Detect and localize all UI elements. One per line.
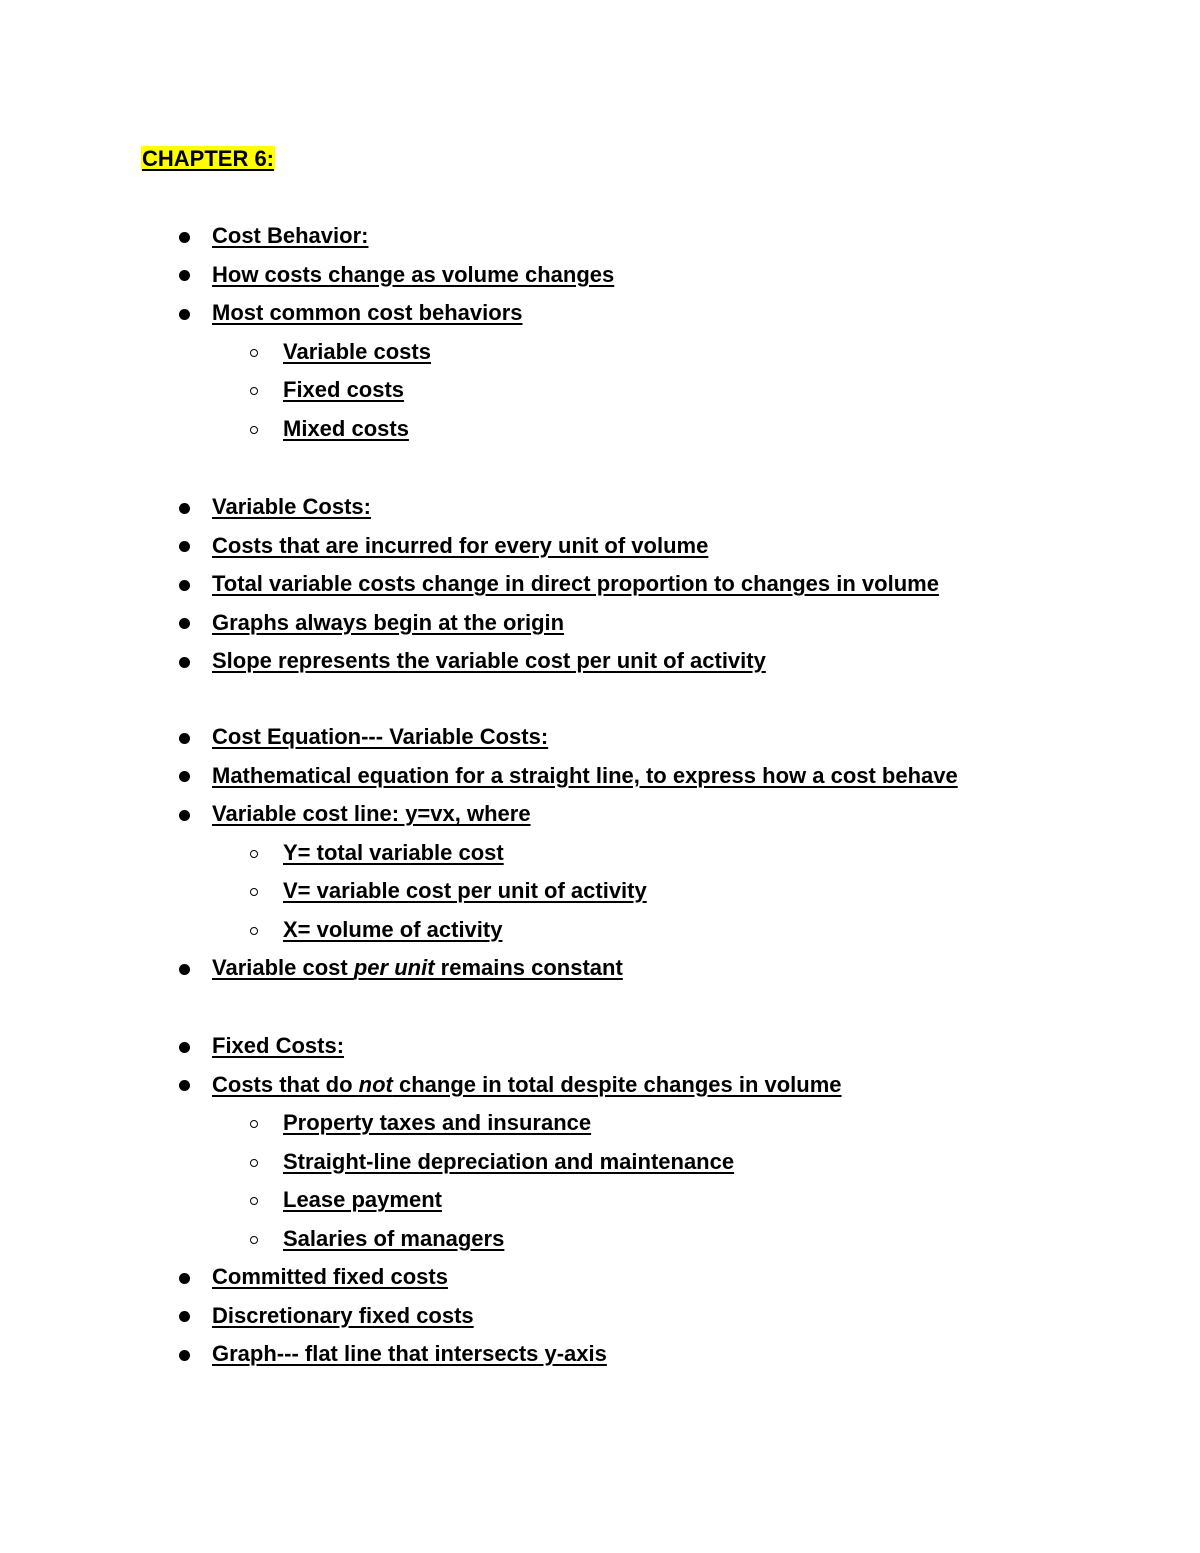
filled-circle-bullet-icon [179, 1350, 190, 1361]
bullet-item [212, 1070, 842, 1100]
bullet-text-after: remains constant [434, 955, 623, 980]
bullet-text: V= variable cost per unit of activity [283, 878, 647, 903]
hollow-circle-bullet-icon [250, 850, 258, 858]
bullet-text: Mixed costs [283, 415, 409, 441]
bullet-item [212, 260, 614, 290]
bullet-item [212, 569, 939, 599]
sub-bullet-item [283, 876, 647, 906]
bullet-text-before: Costs that do [212, 1071, 359, 1097]
filled-circle-bullet-icon [179, 270, 190, 281]
bullet-text: Fixed Costs: [212, 1033, 345, 1058]
bullet-text: Total variable costs change in direct proportion to changes in volume [212, 571, 939, 596]
hollow-circle-bullet-icon [250, 1159, 258, 1167]
filled-circle-bullet-icon [179, 810, 190, 821]
bullet-text [212, 955, 623, 980]
filled-circle-bullet-icon [179, 1311, 190, 1322]
bullet-text: Graphs always begin at the origin [212, 609, 565, 635]
bullet-text: Most common cost behaviors [212, 300, 523, 325]
bullet-text: Fixed costs [283, 377, 405, 402]
bullet-text: Slope represents the variable cost per unit of activity [212, 648, 766, 673]
filled-circle-bullet-icon [179, 580, 190, 591]
bullet-text: Straight-line depreciation and maintenance [283, 1148, 735, 1174]
sub-bullet-item [283, 337, 431, 367]
bullet-text: Discretionary fixed costs [212, 1302, 474, 1328]
bullet-text-after: change in total despite changes in volume [392, 1071, 842, 1097]
bullet-text: Variable costs [283, 338, 431, 364]
bullet-text: Variable cost line: y=vx, where [212, 801, 531, 826]
bullet-text: X= volume of activity [283, 916, 503, 942]
sub-bullet-item [283, 414, 409, 444]
bullet-item [212, 722, 548, 752]
filled-circle-bullet-icon [179, 771, 190, 782]
bullet-item [212, 298, 523, 328]
hollow-circle-bullet-icon [250, 349, 258, 357]
bullet-item [212, 799, 531, 829]
bullet-item [212, 1339, 607, 1369]
bullet-text: How costs change as volume changes [212, 261, 615, 287]
bullet-item [212, 608, 564, 638]
bullet-text-italic: not [358, 1071, 393, 1097]
bullet-text: Property taxes and insurance [283, 1110, 592, 1135]
sub-bullet-item [283, 1147, 734, 1177]
bullet-text: Cost Equation--- Variable Costs: [212, 724, 549, 749]
filled-circle-bullet-icon [179, 1080, 190, 1091]
filled-circle-bullet-icon [179, 657, 190, 668]
sub-bullet-item [283, 1108, 591, 1138]
filled-circle-bullet-icon [179, 232, 190, 243]
hollow-circle-bullet-icon [250, 387, 258, 395]
bullet-text: Costs that are incurred for every unit of volume [212, 532, 709, 558]
bullet-item [212, 531, 708, 561]
bullet-text: Mathematical equation for a straight line, to express how a cost behave [212, 762, 958, 788]
bullet-text [212, 1072, 842, 1097]
bullet-item [212, 761, 958, 791]
hollow-circle-bullet-icon [250, 1236, 258, 1244]
bullet-text: Lease payment [283, 1187, 442, 1212]
chapter-heading-text: CHAPTER 6: [142, 146, 275, 171]
bullet-item [212, 646, 766, 676]
bullet-item [212, 1031, 344, 1061]
hollow-circle-bullet-icon [250, 1197, 258, 1205]
hollow-circle-bullet-icon [250, 927, 258, 935]
bullet-text: Graph--- flat line that intersects y-axis [212, 1341, 607, 1366]
filled-circle-bullet-icon [179, 541, 190, 552]
hollow-circle-bullet-icon [250, 888, 258, 896]
filled-circle-bullet-icon [179, 503, 190, 514]
bullet-text: Cost Behavior: [212, 223, 369, 248]
bullet-text-before: Variable cost [212, 955, 354, 980]
bullet-item [212, 953, 623, 983]
filled-circle-bullet-icon [179, 1273, 190, 1284]
bullet-text-italic: per unit [353, 955, 435, 980]
filled-circle-bullet-icon [179, 964, 190, 975]
bullet-item [212, 1262, 448, 1292]
hollow-circle-bullet-icon [250, 426, 258, 434]
bullet-text: Y= total variable cost [283, 839, 504, 865]
sub-bullet-item [283, 1224, 504, 1254]
sub-bullet-item [283, 375, 404, 405]
bullet-item [212, 221, 368, 251]
chapter-heading [141, 144, 275, 174]
sub-bullet-item [283, 1185, 442, 1215]
filled-circle-bullet-icon [179, 1042, 190, 1053]
bullet-text: Salaries of managers [283, 1225, 505, 1251]
filled-circle-bullet-icon [179, 309, 190, 320]
bullet-item [212, 492, 371, 522]
sub-bullet-item [283, 915, 502, 945]
bullet-item [212, 1301, 474, 1331]
sub-bullet-item [283, 838, 504, 868]
bullet-text: Committed fixed costs [212, 1264, 448, 1289]
bullet-text: Variable Costs: [212, 494, 371, 519]
filled-circle-bullet-icon [179, 733, 190, 744]
filled-circle-bullet-icon [179, 618, 190, 629]
hollow-circle-bullet-icon [250, 1120, 258, 1128]
